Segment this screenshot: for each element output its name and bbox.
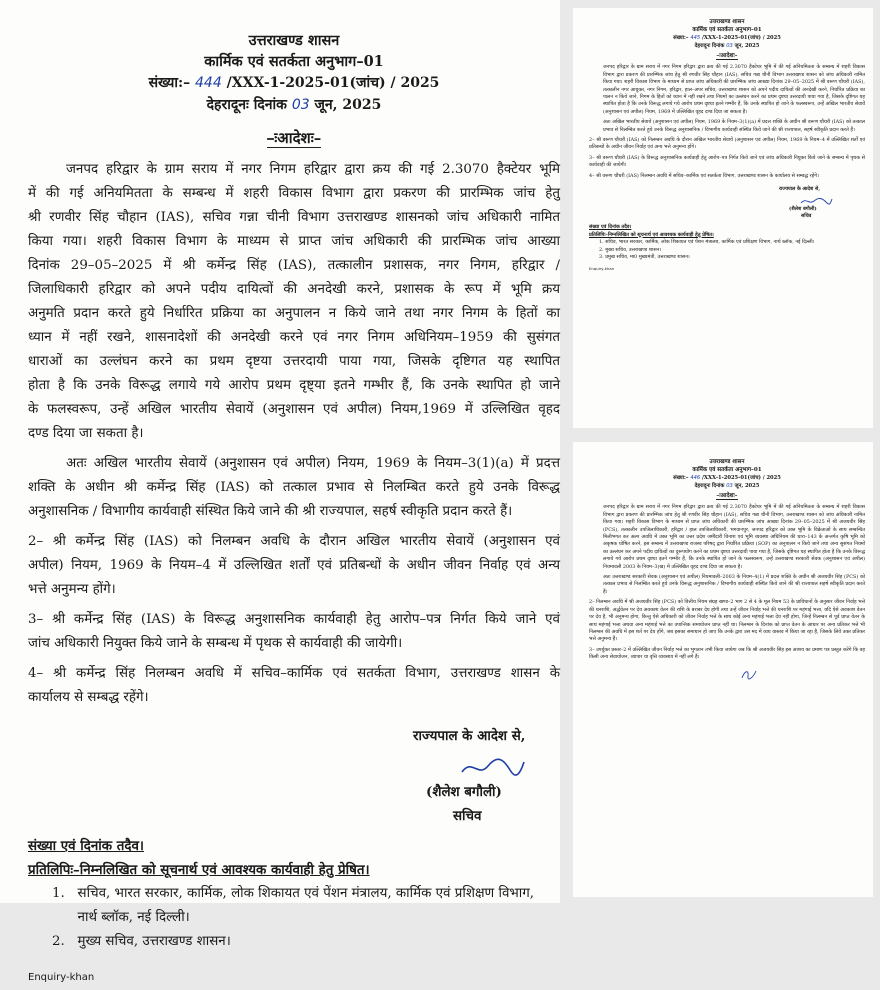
text-line: श्री रणवीर सिंह चौहान (IAS), सचिव गन्ना चीनी विभाग उत्तराखण्ड शासनको जांच अधिकारी नामित (28, 210, 560, 225)
text-line: शक्ति के अधीन श्री कर्मेन्द्र सिंह (IAS) को तत्काल प्रभाव से निलम्बित करते हुये उनके विरूद्ध (28, 480, 560, 495)
text-line: दण्ड दिया जा सकता है। (28, 426, 144, 441)
paragraph-3: 2– श्री वरूण चौधरी (IAS) को निलम्बन अवधि के दौरान अखिल भारतीय सेवायें (अनुशासन एवं अपील) नियम, 1969 के नियम–4 में उल्लिखित शर्तों एवं प्रतिबन्धों के अधीन जीवन निर्वाह एवं अन्य भत्ते अनुमन्य होंगे। (589, 137, 865, 151)
text-line: जनपद हरिद्वार के ग्राम सराय में नगर निगम हरिद्वार द्वारा क्रय की गई 2.3070 हैक्टेयर भूमि (66, 162, 560, 177)
paragraph-3 (28, 530, 560, 602)
paragraph-4: 3– उपर्युक्त प्रस्तर–2 में उल्लिखित जीवन निर्वाह भत्ते का भुगतान तभी किया जायेगा जब कि श्री अजयवीर सिंह इस आशय का प्रमाण पत्र प्रस्तुत करेंगे कि वह किसी अन्य सेवायोजन, व्यापार या वृत्ति व्यवसाय में नहीं लगे हैं। (589, 646, 865, 661)
text-line: के फलस्वरूप, उन्हें अखिल भारतीय सेवायें (अनुशासन एवं अपील) नियम,1969 में उल्लिखित वृहद (28, 402, 560, 417)
copy-list (28, 882, 560, 954)
text-line: ध्यान में नहीं रखने, शासनादेशों की अनदेखी करने एवं नगर निगम अधिनियम–1959 की सुसंगत (28, 330, 560, 345)
paragraph-1: जनपद हरिद्वार के ग्राम सराय में नगर निगम हरिद्वार द्वारा क्रय की गई 2.3070 हैक्टेयर भूमि में की गई अनियमितता के सम्बन्ध में शहरी विकास विभाग द्वारा प्रकरण की प्रारम्भिक जांच हेतु श्री रणवीर सिंह चौहान (IAS), सचिव गन्ना चीनी विभाग उत्तराखण्ड शासन को जांच अधिकारी नामित किया गया। शहरी विकास विभाग के माध्यम से प्राप्त जांच अधिकारी की प्रारम्भिक जांच आख्या दिनांक 29–05–2025 में श्री वरूण चौधरी (IAS), तत्कालीन नगर आयुक्त, नगर निगम, हरिद्वार, हाल–अपर सचिव, उत्तराखण्ड शासन को अपने पदीय दायित्वों की अनदेखी करने, निर्धारित प्रक्रिया का पालन न किये जाने, निगम के हितों को ध्यान में नहीं रखने तथा नियमों का उल्लंघन करने का प्रथम दृष्टया उत्तरदायी पाया गया है, जिसके दृष्टिगत यह स्थापित होता है कि उनके विरूद्ध लगाये गये आरोप प्रथम दृष्टया इतने गम्भीर हैं, कि उनके स्थापित हो जाने के फलस्वरूप, उन्हें अखिल भारतीय सेवायें (अनुशासन एवं अपील) नियम, 1969 में उल्लिखित वृहद दण्ड दिया जा सकता है। (603, 64, 865, 115)
order-number (589, 34, 865, 42)
paragraph-2 (28, 452, 560, 524)
signature-icon (458, 754, 560, 780)
list-item: 3. प्रमुख सचिव, मा0 मुख्यमंत्री, उत्तराखण्ड शासन। (599, 253, 690, 260)
paragraph-4: 3– श्री वरूण चौधरी (IAS) के विरूद्ध अनुशासनिक कार्यवाही हेतु आरोप–पत्र निर्गत किये जाने एवं जांच अधिकारी नियुक्त किये जाने के सम्बन्ध में पृथक से कार्यवाही की जायेगी। (589, 154, 865, 169)
text-line: 4– श्री कर्मेन्द्र सिंह निलम्बन अवधि में सचिव–कार्मिक एवं सतर्कता विभाग, उत्तराखण्ड शासन के (28, 666, 560, 681)
text-line: में की गई अनियमितता के सम्बन्ध में शहरी विकास विभाग द्वारा प्रकरण की प्रारम्भिक जांच हेतु (28, 186, 560, 201)
list-item: 2. मुख्य सचिव, उत्तराखण्ड शासन। (599, 246, 662, 253)
signatory-name: (शैलेश बगौली) (426, 784, 502, 800)
place-suffix: जून, 2025 (314, 97, 382, 113)
order-number (28, 72, 560, 94)
place-date (589, 482, 865, 490)
order-title: –ःआदेशः– (716, 53, 738, 59)
order-title: –ःआदेशः– (266, 129, 322, 147)
list-item: नार्थ ब्लॉक, नई दिल्ली। (52, 910, 190, 925)
order-number-suffix: /XXX-1-2025-01(जांच) / 2025 (226, 75, 440, 91)
paragraph-1 (28, 158, 560, 446)
order-number-prefix: संख्या:– (148, 75, 191, 91)
copy-line: प्रतिलिपिः–निम्नलिखित को सूचनार्थ एवं आवश्यक कार्यवाही हेतु प्रेषित। (28, 862, 370, 878)
order-number-prefix: संख्या:– (673, 475, 689, 481)
order-number-suffix: /XXX-1-2025-01(जांच) / 2025 (702, 35, 781, 41)
copy-line: प्रतिलिपिः–निम्नलिखित को सूचनार्थ एवं आवश्यक कार्यवाही हेतु प्रेषित। (589, 231, 714, 238)
paragraph-4 (28, 608, 560, 656)
list-item: 1. सचिव, भारत सरकार, कार्मिक, लोक शिकायत एवं पेंशन मंत्रालय, कार्मिक एवं प्रशिक्षण विभाग, (52, 886, 535, 901)
order-page-varun-chaudhary (573, 8, 873, 428)
copy-list (589, 239, 865, 261)
date-handwritten: 03 (726, 43, 733, 49)
text-line: अपील) नियम, 1969 के नियम–4 में उल्लिखित शर्तों एवं प्रतिबन्धों के अधीन जीवन निर्वाह एवं अन्य (28, 558, 560, 573)
signatory-name: (शैलेश बगौली) (789, 205, 817, 212)
list-item: 1. सचिव, भारत सरकार, कार्मिक, लोक शिकायत एवं पेंशन मंत्रालय, कार्मिक एवं प्रशिक्षण विभाग, नार्थ ब्लॉक, नई दिल्ली। (599, 239, 815, 246)
department-heading: कार्मिक एवं सतर्कता अनुभाग–01 (692, 27, 762, 33)
reference-line: संख्या एवं दिनांक तदैव। (28, 838, 144, 854)
text-line: किया गया। शहरी विकास विभाग के माध्यम से प्राप्त जांच अधिकारी की प्रारम्भिक जांच आख्या (28, 234, 560, 249)
place-date (589, 42, 865, 50)
governor-order: राज्यपाल के आदेश से, (413, 728, 526, 744)
place-suffix: जून, 2025 (734, 43, 760, 49)
text-line: जांच अधिकारी नियुक्त किये जाने के सम्बन्ध में पृथक से कार्यवाही की जायेगी। (28, 636, 403, 651)
place-date (28, 94, 560, 116)
order-number-handwritten: 445 (690, 35, 701, 41)
text-line: धाराओं का उल्लंघन करने का प्रथम दृष्टया उत्तरदायी पाया गया, जिसके दृष्टिगत यह स्थापित (28, 354, 560, 369)
order-number (589, 474, 865, 482)
text-line: अतः अखिल भारतीय सेवायें (अनुशासन एवं अपील) नियम, 1969 के नियम–3(1)(a) में प्रदत्त (66, 456, 560, 471)
paragraph-3: 2– निलम्बन अवधि में श्री अजयवीर सिंह (PCS) को वित्तीय नियम संग्रह खण्ड–2 भाग 2 से 4 के मूल नियम 53 के प्राविधानों के अनुसार जीवन निर्वाह भत्ते की धनराशि, अर्द्धवेतन पर देय अवकाश वेतन की राशि के बराबर देय होगी तथा उन्हें जीवन निर्वाह भत्ते की धनराशि पर महंगाई भत्ता, यदि ऐसे अवकाश वेतन पर देय है, भी अनुमन्य होगा, किन्तु ऐसे अधिकारी को जीवन निर्वाह भत्ते के साथ कोई अन्य महंगाई भत्ता देय नहीं होगा, जिन्हें निलम्बन से पूर्व प्राप्त वेतन के साथ महंगाई भत्ता अथवा अन्य महंगाई भत्ते का उपान्तिक समायोजन प्राप्त नहीं था। निलम्बन के दिनांक को प्राप्त वेतन के आधार पर अन्य प्रतिकर भत्ते भी निलम्बन की अवधि में इस शर्त पर देय होंगे, जब इसका समाधान हो जाए कि उनके द्वारा उस मद में व्यय वास्तव में किया जा रहा है, जिसके लिये उक्त प्रतिकर भत्ते अनुमन्य हैं। (589, 599, 865, 643)
footer-code: Enquiry-khan (589, 266, 615, 272)
order-number-handwritten: 444 (195, 75, 222, 91)
paragraph-1: जनपद हरिद्वार के ग्राम सराय में नगर निगम हरिद्वार द्वारा क्रय की गई 2.3070 हैक्टेयर भूमि में की गई अनियमितता के सम्बन्ध में शहरी विकास विभाग द्वारा प्रकरण की प्रारम्भिक जांच हेतु श्री रणवीर सिंह चौहान (IAS), सचिव गन्ना चीनी विभाग, उत्तराखण्ड शासन को जांच अधिकारी नामित किया गया। शहरी विकास विभाग के माध्यम से प्राप्त जांच अधिकारी की प्रारम्भिक जांच आख्या दिनांक 29–05–2025 में श्री अजयवीर सिंह (PCS), तत्कालीन उपजिलाधिकारी, हरिद्वार / हाल उपजिलाधिकारी, भगवानपुर, जनपद हरिद्वार को उक्त भूमि के विक्रेताओं के साथ सम्बन्धित मिलीभगत कर अल्प अवधि में उक्त भूमि का उत्तर प्रदेश जमींदारी विनाश एवं भूमि व्यवस्था अधिनियम की धारा–143 के अन्तर्गत कृषि भूमि को अकृषक घोषित करने, इस सम्बन्ध में उत्तराखण्ड राजस्व परिषद् द्वारा निर्धारित प्रक्रिया (SOP) का अनुपालन न किये जाने तथा अन्य सुसंगत नियमों का उल्लंघन कर अपने पदीय दायित्वों का दुरूपयोग करने का प्रथम दृष्टया उत्तरदायी पाया गया है, जिसके दृष्टिगत यह स्थापित होता है कि उनके विरूद्ध लगाये गये आरोप प्रथम दृष्टया इतने गम्भीर हैं, कि उनके स्थापित हो जाने के फलस्वरूप, उन्हें उत्तराखण्ड सरकारी सेवक (अनुशासन एवं अपील) नियमावली 2003 के नियम–3(ख) में उल्लिखित वृहद दण्ड दिया जा सकता है। (603, 504, 865, 570)
order-page-ajayveer-singh (573, 442, 873, 897)
paragraph-2: अतः अखिल भारतीय सेवायें (अनुशासन एवं अपील) नियम, 1969 के नियम–3(1)(a) में प्रदत्त शक्ति के अधीन श्री वरूण चौधरी (IAS) को तत्काल प्रभाव से निलम्बित करते हुये उनके विरूद्ध अनुशासनिक / विभागीय कार्यवाही संस्थित किये जाने की श्री राज्यपाल, सहर्ष स्वीकृति प्रदान करते हैं। (603, 119, 865, 133)
text-line: होता है कि उनके विरूद्ध लगाये गये आरोप प्रथम दृष्ट्या इतने गम्भीर हैं, कि उनके स्थापित हो जाने (28, 378, 560, 393)
paragraph-5 (28, 662, 560, 710)
signature-icon (739, 668, 865, 680)
text-line: भत्ते अनुमन्य होंगे। (28, 582, 116, 597)
signature-icon (799, 196, 865, 206)
government-heading: उत्तराखण्ड शासन (709, 459, 745, 465)
place-prefix: देहरादूनः दिनांक (694, 43, 725, 49)
signatory-post: सचिव (453, 808, 482, 824)
order-number-prefix: संख्या:– (673, 35, 689, 41)
text-line: अनुशासनिक / विभागीय कार्यवाही संस्थित किये जाने की श्री राज्यपाल, सहर्ष स्वीकृति प्रदान करते हैं। (28, 504, 513, 519)
paragraph-2: अतः उत्तराखण्ड सरकारी सेवक (अनुशासन एवं अपील) नियमावली–2003 के नियम–4(1) में प्रदत्त शक्ति के अधीन श्री अजयवीर सिंह (PCS) को तत्काल प्रभाव से निलम्बित करते हुये उनके विरूद्ध अनुशासनिक / विभागीय कार्यवाही संस्थित किये जाने की श्री राज्यपाल सहर्ष स्वीकृति प्रदान करते हैं। (603, 574, 865, 595)
place-prefix: देहरादूनः दिनांक (694, 483, 725, 489)
government-heading: उत्तराखण्ड शासन (709, 19, 745, 25)
reference-line: संख्या एवं दिनांक तदैव। (589, 224, 632, 231)
footer-code: Enquiry-khan (28, 972, 95, 983)
order-number-suffix: /XXX-1-2025-01(जांच) / 2025 (702, 475, 781, 481)
signatory-post: सचिव (801, 212, 812, 219)
paragraph-5: 4– श्री वरूण चौधरी (IAS) निलम्बन अवधि में सचिव–कार्मिक एवं सतर्कता विभाग, उत्तराखण्ड शासन के कार्यालय से सम्बद्ध रहेंगे। (589, 172, 819, 179)
text-line: दिनांक 29–05–2025 में श्री कर्मेन्द्र सिंह (IAS), तत्कालीन प्रशासक, नगर निगम, हरिद्वार / (28, 258, 560, 273)
text-line: 3– श्री कर्मेन्द्र सिंह (IAS) के विरूद्ध अनुशासनिक कार्यवाही हेतु आरोप–पत्र निर्गत किये जाने एवं (28, 612, 560, 627)
place-suffix: जून, 2025 (734, 483, 760, 489)
text-line: 2– श्री कर्मेन्द्र सिंह (IAS) को निलम्बन अवधि के दौरान अखिल भारतीय सेवायें (अनुशासन एवं (28, 534, 560, 549)
order-number-handwritten: 446 (690, 475, 701, 481)
text-line: जिलाधिकारी हरिद्वार को अपने पदीय दायित्वों की अनदेखी करने, प्रशासक के रूप में भूमि क्रय (28, 282, 560, 297)
text-line: कार्यालय से सम्बद्ध रहेंगे। (28, 690, 149, 705)
department-heading: कार्मिक एवं सतर्कता अनुभाग–01 (204, 53, 384, 70)
department-heading: कार्मिक एवं सतर्कता अनुभाग–01 (692, 467, 762, 473)
place-prefix: देहरादूनः दिनांक (206, 97, 287, 113)
date-handwritten: 03 (726, 483, 733, 489)
text-line: अनुमति प्रदान करते हुये निर्धारित प्रक्रिया का अनुपालन न किये जाने तथा नगर निगम के हितों का (28, 306, 560, 321)
government-heading: उत्तराखण्ड शासन (248, 32, 340, 49)
list-item: 2. मुख्य सचिव, उत्तराखण्ड शासन। (52, 934, 231, 949)
date-handwritten: 03 (291, 97, 310, 113)
governor-order: राज्यपाल के आदेश से, (779, 186, 821, 193)
order-title: –ःआदेशः– (716, 493, 738, 499)
